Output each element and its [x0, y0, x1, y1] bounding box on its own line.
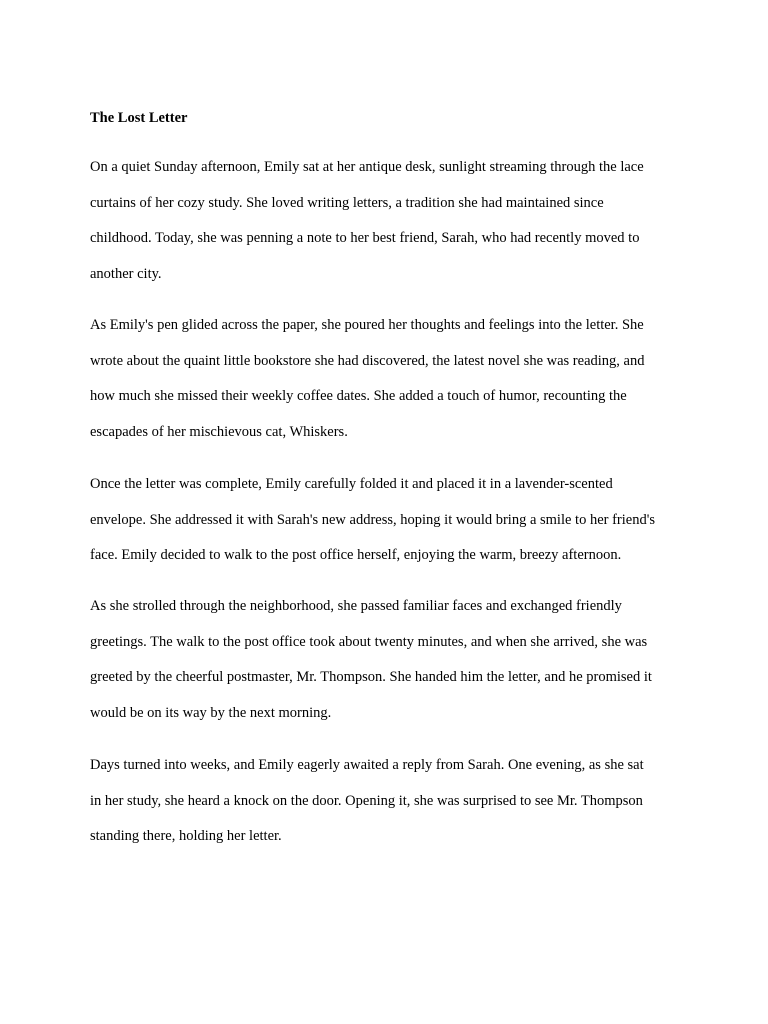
- paragraph-4: [90, 589, 652, 731]
- text-line: As she strolled through the neighborhood, she passed familiar faces and exchanged friendly: [90, 598, 622, 614]
- text-line: standing there, holding her letter.: [90, 828, 282, 845]
- paragraph-1: [90, 150, 644, 292]
- paragraph-5: [90, 748, 644, 855]
- text-line: On a quiet Sunday afternoon, Emily sat at her antique desk, sunlight streaming through the lace: [90, 159, 644, 175]
- document-title: The Lost Letter: [90, 110, 188, 126]
- text-line: As Emily's pen glided across the paper, she poured her thoughts and feelings into the letter. She: [90, 317, 644, 333]
- paragraph-3: [90, 467, 655, 574]
- text-line: Once the letter was complete, Emily carefully folded it and placed it in a lavender-scented: [90, 476, 613, 492]
- text-line: envelope. She addressed it with Sarah's new address, hoping it would bring a smile to her friend's: [90, 511, 655, 528]
- paragraph-2: [90, 308, 644, 450]
- text-line: childhood. Today, she was penning a note to her best friend, Sarah, who had recently moved to: [90, 230, 640, 247]
- text-line: in her study, she heard a knock on the door. Opening it, she was surprised to see Mr. Thompson: [90, 792, 643, 809]
- text-line: escapades of her mischievous cat, Whiskers.: [90, 423, 348, 440]
- text-line: wrote about the quaint little bookstore she had discovered, the latest novel she was reading, and: [90, 352, 645, 369]
- text-line: how much she missed their weekly coffee dates. She added a touch of humor, recounting the: [90, 388, 627, 405]
- text-line: would be on its way by the next morning.: [90, 704, 332, 721]
- text-line: greetings. The walk to the post office took about twenty minutes, and when she arrived, she was: [90, 633, 648, 650]
- text-line: another city.: [90, 265, 162, 282]
- text-line: greeted by the cheerful postmaster, Mr. Thompson. She handed him the letter, and he promised it: [90, 669, 652, 686]
- text-line: face. Emily decided to walk to the post office herself, enjoying the warm, breezy afternoon.: [90, 547, 622, 564]
- text-line: curtains of her cozy study. She loved writing letters, a tradition she had maintained since: [90, 194, 604, 211]
- text-line: Days turned into weeks, and Emily eagerly awaited a reply from Sarah. One evening, as she sat: [90, 757, 644, 773]
